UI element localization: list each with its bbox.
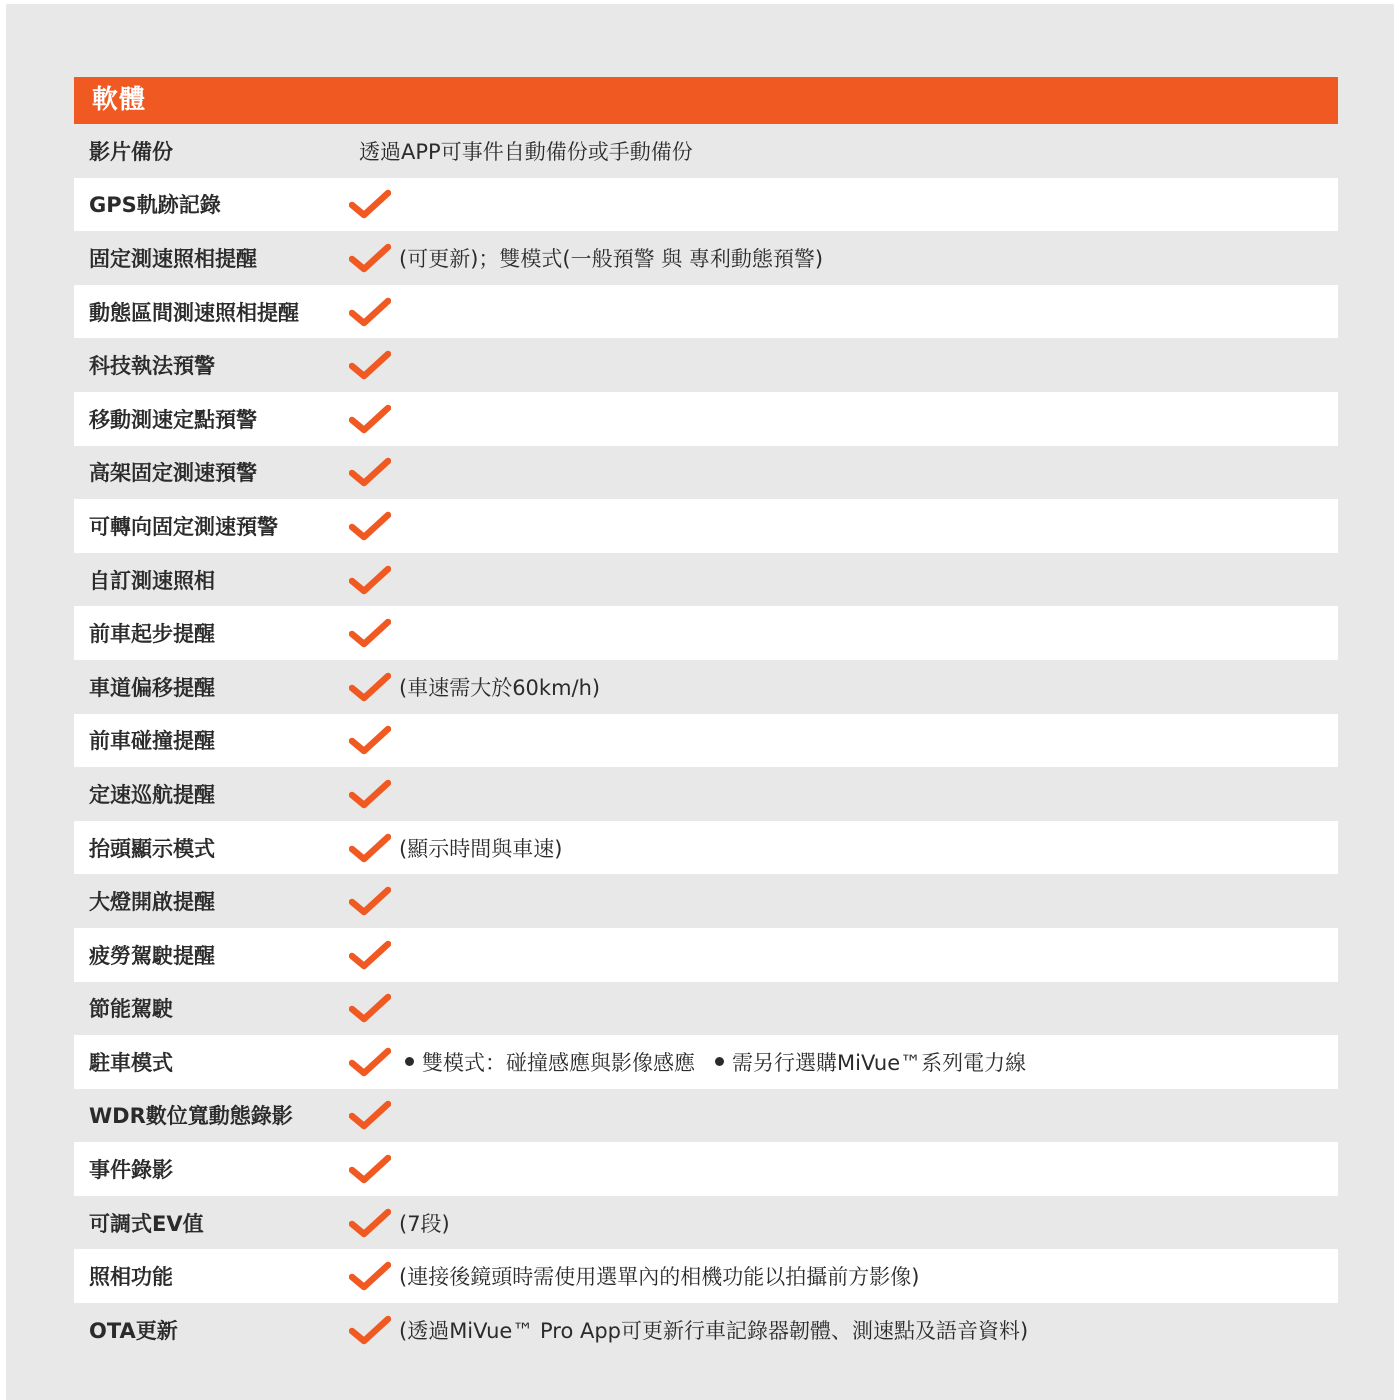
spec-value bbox=[349, 606, 399, 660]
spec-label: OTA更新 bbox=[89, 1318, 178, 1343]
spec-row bbox=[74, 392, 1338, 446]
spec-note: (車速需大於60km/h) bbox=[399, 675, 601, 700]
spec-row bbox=[74, 124, 1338, 178]
spec-label: 移動測速定點預警 bbox=[89, 407, 257, 432]
spec-row bbox=[74, 1196, 1338, 1250]
spec-note: (透過MiVue™ Pro App可更新行車記錄器韌體、測速點及語音資料) bbox=[399, 1318, 1029, 1343]
spec-value bbox=[349, 767, 399, 821]
checkmark-icon bbox=[349, 1046, 391, 1078]
spec-note: (可更新)；雙模式(一般預警 與 專利動態預警) bbox=[399, 246, 824, 271]
spec-row bbox=[74, 606, 1338, 660]
spec-value bbox=[349, 178, 399, 232]
spec-row bbox=[74, 714, 1338, 768]
spec-label: GPS軌跡記錄 bbox=[89, 193, 221, 218]
checkmark-icon bbox=[349, 1207, 391, 1239]
checkmark-icon bbox=[349, 992, 391, 1024]
spec-note: (7段) bbox=[399, 1211, 450, 1236]
spec-value bbox=[349, 1089, 399, 1143]
checkmark-icon bbox=[349, 778, 391, 810]
spec-row bbox=[74, 821, 1338, 875]
checkmark-icon bbox=[349, 671, 391, 703]
spec-value bbox=[349, 1035, 1026, 1089]
spec-value bbox=[349, 446, 399, 500]
spec-table bbox=[74, 124, 1338, 1357]
spec-label: 高架固定測速預警 bbox=[89, 461, 257, 486]
spec-value bbox=[349, 1249, 919, 1303]
checkmark-icon bbox=[349, 1260, 391, 1292]
spec-row bbox=[74, 553, 1338, 607]
spec-row bbox=[74, 285, 1338, 339]
checkmark-icon bbox=[349, 242, 391, 274]
spec-row bbox=[74, 178, 1338, 232]
spec-note: 透過APP可事件自動備份或手動備份 bbox=[359, 139, 693, 164]
spec-value bbox=[349, 874, 399, 928]
checkmark-icon bbox=[349, 564, 391, 596]
checkmark-icon bbox=[349, 617, 391, 649]
section-title: 軟體 bbox=[92, 85, 147, 115]
spec-label: 節能駕駛 bbox=[89, 997, 173, 1022]
spec-row bbox=[74, 446, 1338, 500]
spec-label: 抬頭顯示模式 bbox=[89, 836, 215, 861]
spec-note: (連接後鏡頭時需使用選單內的相機功能以拍攝前方影像) bbox=[399, 1265, 920, 1290]
checkmark-icon bbox=[349, 832, 391, 864]
spec-row bbox=[74, 1249, 1338, 1303]
spec-label: 前車碰撞提醒 bbox=[89, 729, 215, 754]
checkmark-icon bbox=[349, 456, 391, 488]
spec-label: 固定測速照相提醒 bbox=[89, 246, 257, 271]
spec-label: 照相功能 bbox=[89, 1265, 173, 1290]
checkmark-icon bbox=[349, 296, 391, 328]
spec-label: 動態區間測速照相提醒 bbox=[89, 300, 299, 325]
spec-row bbox=[74, 1142, 1338, 1196]
spec-label: 車道偏移提醒 bbox=[89, 675, 215, 700]
spec-value bbox=[349, 499, 399, 553]
spec-row bbox=[74, 1303, 1338, 1357]
spec-value bbox=[349, 1142, 399, 1196]
spec-row bbox=[74, 767, 1338, 821]
spec-row bbox=[74, 874, 1338, 928]
checkmark-icon bbox=[349, 1153, 391, 1185]
spec-value bbox=[349, 928, 399, 982]
spec-label: 疲勞駕駛提醒 bbox=[89, 943, 215, 968]
spec-label: 自訂測速照相 bbox=[89, 568, 215, 593]
spec-label: 可轉向固定測速預警 bbox=[89, 514, 278, 539]
spec-label: WDR數位寬動態錄影 bbox=[89, 1104, 293, 1129]
checkmark-icon bbox=[349, 403, 391, 435]
spec-value bbox=[349, 1303, 1028, 1357]
spec-label: 駐車模式 bbox=[89, 1050, 173, 1075]
spec-value bbox=[349, 660, 600, 714]
bullet-dot-icon bbox=[405, 1057, 414, 1066]
checkmark-icon bbox=[349, 349, 391, 381]
spec-value bbox=[349, 714, 399, 768]
spec-value bbox=[349, 821, 562, 875]
spec-row bbox=[74, 1089, 1338, 1143]
bullet-text: 雙模式：碰撞感應與影像感應 bbox=[422, 1050, 695, 1075]
spec-value bbox=[349, 392, 399, 446]
spec-row bbox=[74, 338, 1338, 392]
spec-label: 定速巡航提醒 bbox=[89, 782, 215, 807]
spec-label: 大燈開啟提醒 bbox=[89, 890, 215, 915]
spec-label: 科技執法預警 bbox=[89, 354, 215, 379]
checkmark-icon bbox=[349, 188, 391, 220]
spec-row bbox=[74, 1035, 1338, 1089]
spec-label: 前車起步提醒 bbox=[89, 622, 215, 647]
checkmark-icon bbox=[349, 510, 391, 542]
section-header bbox=[74, 77, 1338, 124]
bullet-text: 需另行選購MiVue™系列電力線 bbox=[732, 1050, 1027, 1075]
checkmark-icon bbox=[349, 939, 391, 971]
spec-row bbox=[74, 231, 1338, 285]
spec-row bbox=[74, 928, 1338, 982]
spec-value bbox=[349, 1196, 450, 1250]
spec-value bbox=[349, 231, 823, 285]
spec-panel bbox=[6, 4, 1394, 1400]
bullet-dot-icon bbox=[715, 1057, 724, 1066]
checkmark-icon bbox=[349, 1099, 391, 1131]
spec-value bbox=[349, 124, 693, 178]
spec-value bbox=[349, 553, 399, 607]
spec-row bbox=[74, 982, 1338, 1036]
spec-row bbox=[74, 499, 1338, 553]
spec-note: (顯示時間與車速) bbox=[399, 836, 563, 861]
spec-label: 影片備份 bbox=[89, 139, 173, 164]
spec-label: 可調式EV值 bbox=[89, 1211, 204, 1236]
spec-row bbox=[74, 660, 1338, 714]
spec-label: 事件錄影 bbox=[89, 1158, 173, 1183]
spec-value bbox=[349, 285, 399, 339]
checkmark-icon bbox=[349, 1314, 391, 1346]
checkmark-icon bbox=[349, 724, 391, 756]
spec-value bbox=[349, 338, 399, 392]
spec-value bbox=[349, 982, 399, 1036]
checkmark-icon bbox=[349, 885, 391, 917]
